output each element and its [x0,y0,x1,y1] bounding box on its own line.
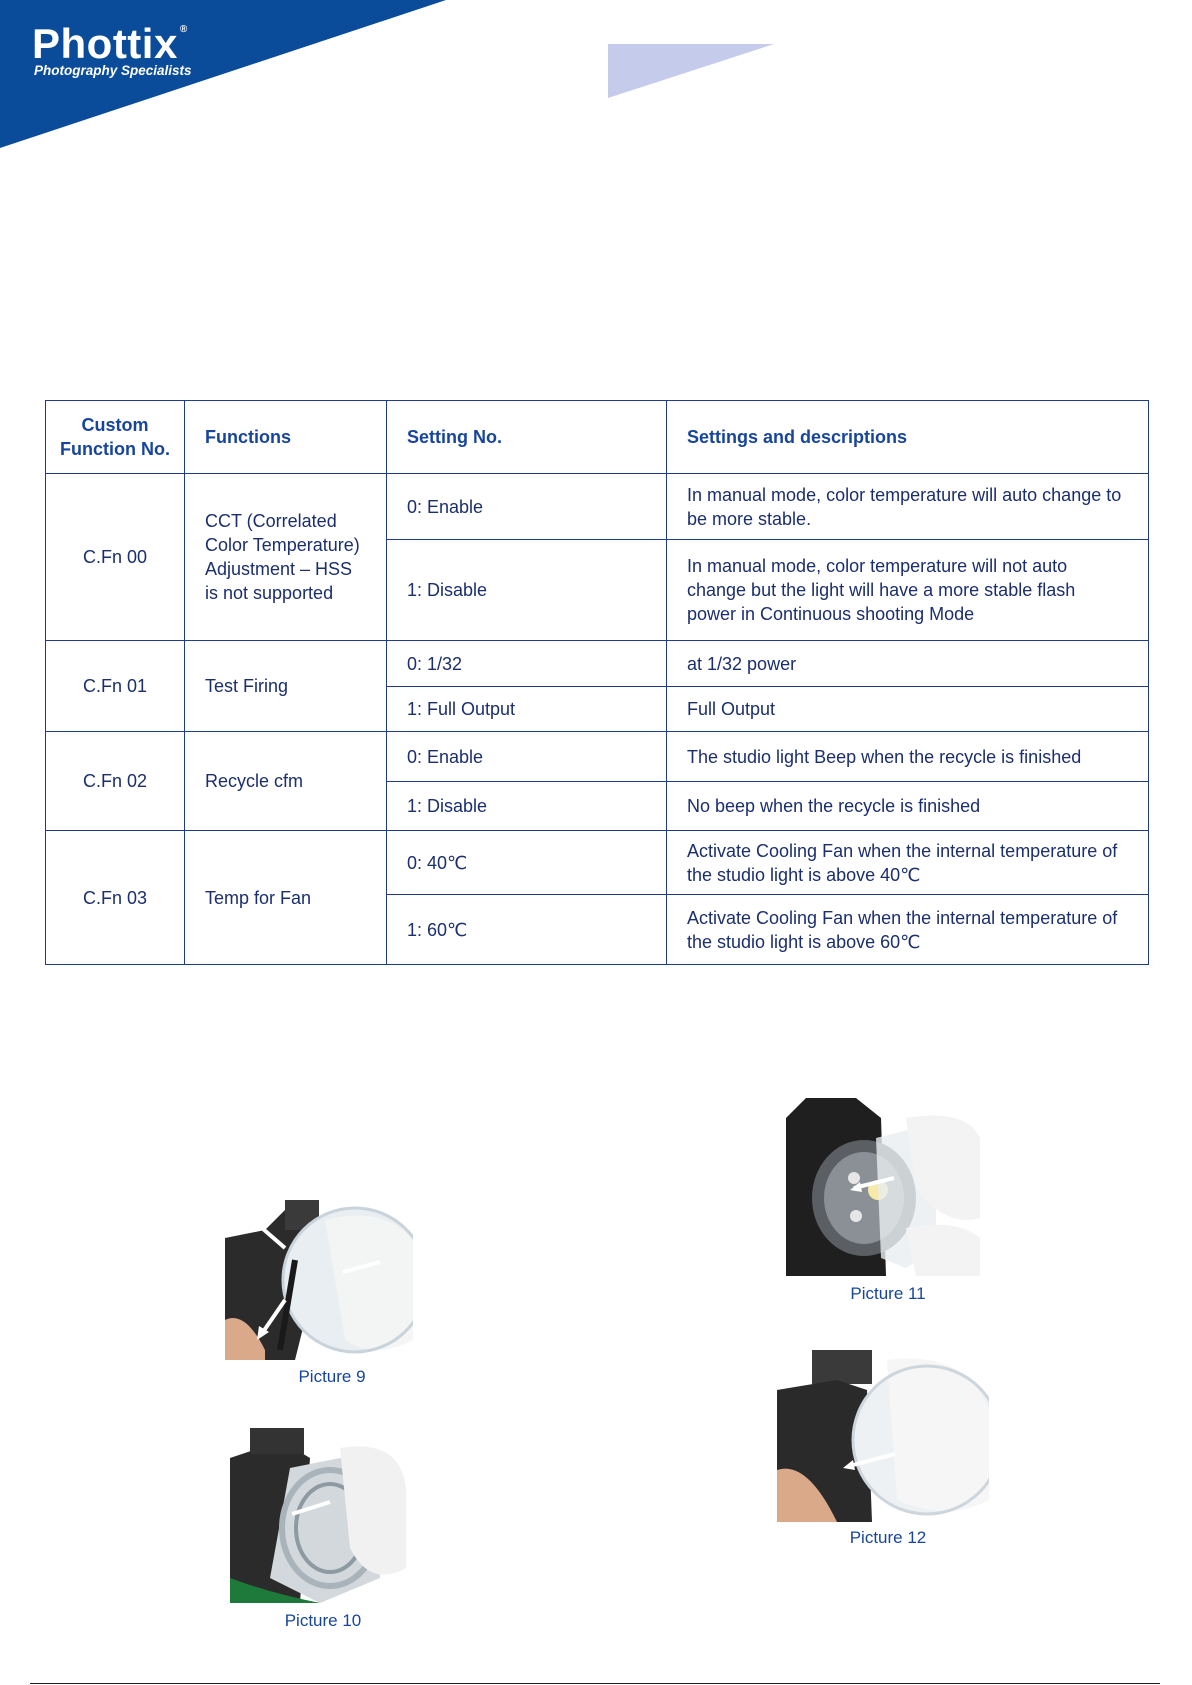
setting-description: The studio light Beep when the recycle is finished [667,732,1149,782]
function-name: Recycle cfm [185,732,387,831]
picture-12-caption: Picture 12 [849,1528,927,1547]
custom-function-table [45,400,1149,965]
setting-no: 1: Full Output [387,687,667,732]
table-header-row [46,401,1149,474]
function-name: Test Firing [185,641,387,732]
picture-12-image [777,1350,989,1522]
brand-logo [32,20,188,68]
table-row [46,474,1149,540]
function-name: CCT (Correlated Color Temperature) Adjustment – HSS is not supported [185,474,387,641]
header-settings-descriptions: Settings and descriptions [667,401,1149,474]
header-functions: Functions [185,401,387,474]
picture-9-image [225,1200,413,1360]
cfn-number: C.Fn 00 [46,474,185,641]
registered-mark: ® [179,24,188,35]
function-name: Temp for Fan [185,831,387,965]
setting-description: In manual mode, color temperature will auto change to be more stable. [667,474,1149,540]
accent-shape [608,44,778,100]
cfn-number: C.Fn 02 [46,732,185,831]
table-row [46,831,1149,895]
picture-10-caption: Picture 10 [284,1611,362,1630]
brand-name: Phottix [32,20,178,67]
setting-description: Full Output [667,687,1149,732]
setting-no: 1: Disable [387,540,667,641]
setting-description: Activate Cooling Fan when the internal temperature of the studio light is above 60℃ [667,895,1149,965]
header-setting-no: Setting No. [387,401,667,474]
table-row [46,732,1149,782]
setting-description: Activate Cooling Fan when the internal temperature of the studio light is above 40℃ [667,831,1149,895]
setting-no: 0: Enable [387,474,667,540]
setting-no: 0: 1/32 [387,641,667,687]
header-custom-function-no: Custom Function No. [46,401,185,474]
picture-11-caption: Picture 11 [850,1284,926,1303]
setting-description: at 1/32 power [667,641,1149,687]
setting-no: 0: Enable [387,732,667,782]
setting-no: 1: 60℃ [387,895,667,965]
footer-rule [30,1683,1160,1684]
setting-description: In manual mode, color temperature will not auto change but the light will have a more stable flash power in Continuous shooting Mode [667,540,1149,641]
brand-tagline: Photography Specialists [34,63,192,78]
setting-no: 0: 40℃ [387,831,667,895]
cfn-number: C.Fn 01 [46,641,185,732]
picture-10-image [230,1428,406,1603]
setting-no: 1: Disable [387,782,667,831]
table-row [46,641,1149,687]
picture-9-caption: Picture 9 [298,1367,366,1386]
cfn-number: C.Fn 03 [46,831,185,965]
setting-description: No beep when the recycle is finished [667,782,1149,831]
picture-11-image [786,1098,980,1276]
